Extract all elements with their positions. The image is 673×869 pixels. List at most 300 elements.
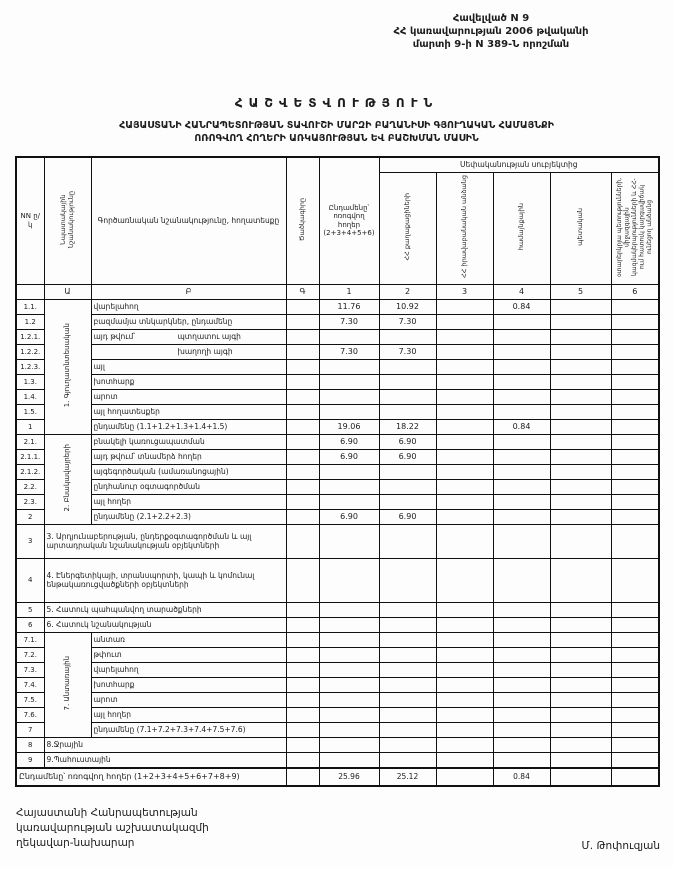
value-legal-cell xyxy=(436,662,493,677)
value-legal-cell xyxy=(436,494,493,509)
table-row xyxy=(16,722,659,737)
value-legal-cell xyxy=(436,737,493,752)
value-state-cell xyxy=(550,768,611,786)
row-number-cell: 2.3. xyxy=(16,494,44,509)
row-number-cell: 7.4. xyxy=(16,677,44,692)
table-row xyxy=(16,707,659,722)
code-cell xyxy=(286,479,319,494)
value-total-cell xyxy=(319,329,379,344)
value-total-cell: 11.76 xyxy=(319,299,379,314)
row-number-cell: 8 xyxy=(16,737,44,752)
value-foreign-cell xyxy=(611,632,659,647)
value-foreign-cell xyxy=(611,374,659,389)
table-row xyxy=(16,389,659,404)
column-letter-cell: 6 xyxy=(611,284,659,299)
value-community-cell xyxy=(493,677,550,692)
code-cell xyxy=(286,617,319,632)
value-citizens-cell xyxy=(379,329,436,344)
value-legal-cell xyxy=(436,617,493,632)
value-foreign-cell xyxy=(611,449,659,464)
value-citizens-cell xyxy=(379,524,436,558)
header-group-row xyxy=(16,157,659,172)
value-total-cell xyxy=(319,737,379,752)
table-row xyxy=(16,558,659,602)
column-letter-cell xyxy=(16,284,44,299)
value-legal-cell xyxy=(436,359,493,374)
value-legal-cell xyxy=(436,692,493,707)
col-header-own-community: համայնքային xyxy=(493,172,550,284)
footer-line2: կառավարության աշխատակազմի xyxy=(16,822,209,835)
value-state-cell xyxy=(550,329,611,344)
value-citizens-cell xyxy=(379,404,436,419)
value-state-cell xyxy=(550,617,611,632)
value-citizens-cell: 7.30 xyxy=(379,344,436,359)
value-state-cell xyxy=(550,524,611,558)
value-state-cell xyxy=(550,602,611,617)
table-row xyxy=(16,419,659,434)
row-number-cell: 4 xyxy=(16,558,44,602)
value-total-cell xyxy=(319,677,379,692)
row-number-cell: 2.2. xyxy=(16,479,44,494)
value-citizens-cell xyxy=(379,602,436,617)
table-row xyxy=(16,479,659,494)
land-type-label-cell: արոտ xyxy=(91,692,286,707)
value-foreign-cell xyxy=(611,344,659,359)
land-type-label-cell: 8.Ջրային xyxy=(44,737,286,752)
value-legal-cell xyxy=(436,509,493,524)
value-state-cell xyxy=(550,419,611,434)
value-community-cell xyxy=(493,359,550,374)
value-total-cell xyxy=(319,494,379,509)
code-cell xyxy=(286,707,319,722)
table-row xyxy=(16,509,659,524)
value-total-cell xyxy=(319,752,379,768)
code-cell xyxy=(286,494,319,509)
row-number-cell: 7 xyxy=(16,722,44,737)
value-citizens-cell xyxy=(379,677,436,692)
footer-signatory-title xyxy=(16,806,316,852)
value-citizens-cell: 6.90 xyxy=(379,434,436,449)
value-legal-cell xyxy=(436,299,493,314)
value-community-cell xyxy=(493,752,550,768)
col-header-functional: Գործառնական նշանակությունը, հողատեսքը xyxy=(91,157,286,284)
land-type-label-cell: վարելահող xyxy=(91,299,286,314)
value-community-cell xyxy=(493,434,550,449)
value-total-cell xyxy=(319,558,379,602)
value-foreign-cell xyxy=(611,677,659,692)
land-type-label-cell: անտառ xyxy=(91,632,286,647)
value-community-cell xyxy=(493,509,550,524)
table-row xyxy=(16,524,659,558)
code-cell xyxy=(286,752,319,768)
land-type-label-cell: այլ հողատեսքեր xyxy=(91,404,286,419)
table-row xyxy=(16,404,659,419)
value-total-cell xyxy=(319,464,379,479)
value-legal-cell xyxy=(436,374,493,389)
value-community-cell: 0.84 xyxy=(493,419,550,434)
row-number-cell: 2.1.1. xyxy=(16,449,44,464)
value-total-cell: 6.90 xyxy=(319,449,379,464)
value-total-cell xyxy=(319,647,379,662)
code-cell xyxy=(286,768,319,786)
value-foreign-cell xyxy=(611,479,659,494)
value-community-cell xyxy=(493,647,550,662)
value-community-cell xyxy=(493,602,550,617)
row-number-cell: 1.2.3. xyxy=(16,359,44,374)
value-community-cell: 0.84 xyxy=(493,768,550,786)
land-type-label-cell: 4. Էներգետիկայի, տրանսպորտի, կապի և կոմունալ ենթակառուցվածքների օբյեկտների xyxy=(44,558,286,602)
code-cell xyxy=(286,632,319,647)
table-row xyxy=(16,662,659,677)
col-header-own-citizens: ՀՀ քաղաքացիների xyxy=(379,172,436,284)
value-legal-cell xyxy=(436,404,493,419)
table-row xyxy=(16,449,659,464)
label-suffix: պտղատու այգի xyxy=(177,332,241,341)
row-number-cell: 7.3. xyxy=(16,662,44,677)
column-letter-cell: 1 xyxy=(319,284,379,299)
value-legal-cell xyxy=(436,707,493,722)
section-label-cell xyxy=(44,434,91,524)
value-foreign-cell xyxy=(611,404,659,419)
irrigated-lands-table xyxy=(15,156,660,787)
land-type-label-cell: այդ թվում՝ տնամերձ հողեր xyxy=(91,449,286,464)
value-citizens-cell xyxy=(379,359,436,374)
code-cell xyxy=(286,299,319,314)
value-total-cell xyxy=(319,374,379,389)
row-number-cell: 5 xyxy=(16,602,44,617)
value-community-cell xyxy=(493,314,550,329)
column-letter-cell: 5 xyxy=(550,284,611,299)
value-citizens-cell xyxy=(379,479,436,494)
row-number-cell: 7.6. xyxy=(16,707,44,722)
value-state-cell xyxy=(550,662,611,677)
land-type-label-cell: խոտհարք xyxy=(91,374,286,389)
value-total-cell xyxy=(319,662,379,677)
land-type-label-cell: ընդամենը (7.1+7.2+7.3+7.4+7.5+7.6) xyxy=(91,722,286,737)
value-total-cell xyxy=(319,722,379,737)
table-row xyxy=(16,692,659,707)
value-total-cell: 6.90 xyxy=(319,509,379,524)
page-title: ՀԱՇՎԵՏՎՈՒԹՅՈՒՆ xyxy=(234,96,439,110)
value-state-cell xyxy=(550,677,611,692)
land-type-label-cell xyxy=(91,329,286,344)
value-state-cell xyxy=(550,558,611,602)
value-foreign-cell xyxy=(611,617,659,632)
table-row xyxy=(16,374,659,389)
value-community-cell xyxy=(493,389,550,404)
value-citizens-cell xyxy=(379,632,436,647)
value-total-cell xyxy=(319,359,379,374)
value-foreign-cell xyxy=(611,494,659,509)
row-number-cell: 1.3. xyxy=(16,374,44,389)
value-citizens-cell: 6.90 xyxy=(379,509,436,524)
page-subtitle xyxy=(6,120,667,146)
value-community-cell xyxy=(493,494,550,509)
value-state-cell xyxy=(550,737,611,752)
value-citizens-cell xyxy=(379,389,436,404)
value-total-cell xyxy=(319,632,379,647)
table-row xyxy=(16,752,659,768)
table-row xyxy=(16,329,659,344)
value-state-cell xyxy=(550,494,611,509)
land-type-label-cell: 9.Պահուստային xyxy=(44,752,286,768)
code-cell xyxy=(286,434,319,449)
value-state-cell xyxy=(550,374,611,389)
value-foreign-cell xyxy=(611,359,659,374)
code-cell xyxy=(286,602,319,617)
value-foreign-cell xyxy=(611,692,659,707)
value-community-cell xyxy=(493,707,550,722)
column-letter-cell: Գ xyxy=(286,284,319,299)
code-cell xyxy=(286,677,319,692)
code-cell xyxy=(286,722,319,737)
value-citizens-cell xyxy=(379,558,436,602)
value-citizens-cell xyxy=(379,662,436,677)
value-legal-cell xyxy=(436,314,493,329)
value-state-cell xyxy=(550,404,611,419)
table-header xyxy=(16,157,659,299)
row-number-cell: 1.5. xyxy=(16,404,44,419)
table-row xyxy=(16,768,659,786)
table-row xyxy=(16,647,659,662)
value-community-cell xyxy=(493,329,550,344)
letters-row xyxy=(16,284,659,299)
value-citizens-cell xyxy=(379,617,436,632)
value-state-cell xyxy=(550,722,611,737)
value-legal-cell xyxy=(436,768,493,786)
row-number-cell: 1.2.2. xyxy=(16,344,44,359)
value-community-cell xyxy=(493,479,550,494)
value-state-cell xyxy=(550,344,611,359)
value-state-cell xyxy=(550,647,611,662)
table-row xyxy=(16,464,659,479)
row-number-cell: 1.2.1. xyxy=(16,329,44,344)
value-legal-cell xyxy=(436,558,493,602)
row-number-cell: 1.2 xyxy=(16,314,44,329)
land-type-label-cell: բնակելի կառուցապատման xyxy=(91,434,286,449)
value-foreign-cell xyxy=(611,314,659,329)
value-state-cell xyxy=(550,632,611,647)
subtitle-line1: ՀԱՅԱՍՏԱՆԻ ՀԱՆՐԱՊԵՏՈՒԹՅԱՆ ՏԱՎՈՒՇԻ ՄԱՐԶԻ ԲԱՂԱՆԻՍԻ ԳՅՈՒՂԱԿԱՆ ՀԱՄԱՅՆՔԻ xyxy=(119,120,554,131)
value-total-cell: 6.90 xyxy=(319,434,379,449)
code-cell xyxy=(286,647,319,662)
row-number-cell: 7.2. xyxy=(16,647,44,662)
col-header-ownership-group: Սեփականության սուբյեկտից xyxy=(379,157,659,172)
col-header-total: Ընդամենը՝ ոռոգվող հողեր (2+3+4+5+6) xyxy=(319,157,379,284)
value-foreign-cell xyxy=(611,722,659,737)
value-foreign-cell xyxy=(611,662,659,677)
value-total-cell xyxy=(319,389,379,404)
value-total-cell xyxy=(319,404,379,419)
value-foreign-cell xyxy=(611,707,659,722)
land-type-label-cell: այլ xyxy=(91,359,286,374)
value-state-cell xyxy=(550,752,611,768)
row-number-cell: 2 xyxy=(16,509,44,524)
value-citizens-cell xyxy=(379,374,436,389)
footer-line1: Հայաստանի Հանրապետության xyxy=(16,807,198,819)
value-citizens-cell xyxy=(379,692,436,707)
label-prefix: այդ թվում՝ xyxy=(93,332,136,341)
section-label: 7. Անտառային xyxy=(63,656,72,711)
code-cell xyxy=(286,329,319,344)
value-total-cell: 7.30 xyxy=(319,314,379,329)
land-type-label-cell: այլ հողեր xyxy=(91,707,286,722)
value-foreign-cell xyxy=(611,329,659,344)
value-foreign-cell xyxy=(611,389,659,404)
value-citizens-cell: 25.12 xyxy=(379,768,436,786)
value-state-cell xyxy=(550,509,611,524)
column-letter-cell: Ա xyxy=(44,284,91,299)
label-suffix: խաղողի այգի xyxy=(177,347,233,356)
table-row xyxy=(16,494,659,509)
land-type-label-cell: 6. Հատուկ նշանակության xyxy=(44,617,286,632)
col-header-own-foreign: օտարերկրյա պետությունների, միջազգային կազմակերպությունների և ՀՀ-ում հատուկ կարգավիճակ ունեցող անձանց xyxy=(611,172,659,284)
land-type-label-cell: 3. Արդյունաբերության, ընդերքօգտագործման և այլ արտադրական նշանակության օբյեկտների xyxy=(44,524,286,558)
grand-total-label-cell: Ընդամենը՝ ոռոգվող հողեր (1+2+3+4+5+6+7+8+9) xyxy=(16,768,286,786)
value-community-cell xyxy=(493,722,550,737)
value-foreign-cell xyxy=(611,558,659,602)
code-cell xyxy=(286,344,319,359)
value-citizens-cell xyxy=(379,647,436,662)
value-legal-cell xyxy=(436,647,493,662)
col-header-purpose: Նպատակային նշանակությունը xyxy=(44,157,91,284)
value-foreign-cell xyxy=(611,752,659,768)
column-letter-cell: 4 xyxy=(493,284,550,299)
value-legal-cell xyxy=(436,419,493,434)
value-legal-cell xyxy=(436,632,493,647)
value-citizens-cell xyxy=(379,464,436,479)
government-decree-line1: ՀՀ կառավարության 2006 թվականի xyxy=(393,26,589,37)
value-state-cell xyxy=(550,314,611,329)
value-total-cell xyxy=(319,479,379,494)
row-number-cell: 2.1. xyxy=(16,434,44,449)
value-total-cell: 25.96 xyxy=(319,768,379,786)
land-type-label-cell xyxy=(91,344,286,359)
code-cell xyxy=(286,404,319,419)
value-total-cell xyxy=(319,602,379,617)
footer-line3: ղեկավար-նախարար xyxy=(16,837,135,850)
value-legal-cell xyxy=(436,602,493,617)
table-row xyxy=(16,632,659,647)
value-citizens-cell: 10.92 xyxy=(379,299,436,314)
value-citizens-cell xyxy=(379,752,436,768)
code-cell xyxy=(286,509,319,524)
value-legal-cell xyxy=(436,449,493,464)
value-state-cell xyxy=(550,449,611,464)
row-number-cell: 6 xyxy=(16,617,44,632)
code-cell xyxy=(286,449,319,464)
value-community-cell xyxy=(493,464,550,479)
value-legal-cell xyxy=(436,752,493,768)
table-row xyxy=(16,677,659,692)
value-state-cell xyxy=(550,299,611,314)
table-row xyxy=(16,617,659,632)
land-type-label-cell: խոտհարք xyxy=(91,677,286,692)
value-community-cell xyxy=(493,632,550,647)
table-row xyxy=(16,434,659,449)
value-citizens-cell xyxy=(379,494,436,509)
table-row xyxy=(16,359,659,374)
col-header-nn: NN ը/կ xyxy=(16,157,44,284)
code-cell xyxy=(286,662,319,677)
value-community-cell xyxy=(493,524,550,558)
code-cell xyxy=(286,524,319,558)
value-foreign-cell xyxy=(611,647,659,662)
value-total-cell xyxy=(319,692,379,707)
code-cell xyxy=(286,464,319,479)
value-total-cell xyxy=(319,707,379,722)
section-label: 1. Գյուղատնտեսական xyxy=(63,323,72,408)
land-type-label-cell: արոտ xyxy=(91,389,286,404)
value-community-cell xyxy=(493,737,550,752)
land-type-label-cell: այգեգործական (ամառանոցային) xyxy=(91,464,286,479)
appendix-header xyxy=(318,12,664,51)
table-row xyxy=(16,344,659,359)
subtitle-line2: ՈՌՈԳՎՈՂ ՀՈՂԵՐԻ ԱՌԿԱՅՈՒԹՅԱՆ ԵՎ ԲԱՇԽՄԱՆ ՄԱՍԻՆ xyxy=(194,132,479,144)
code-cell xyxy=(286,359,319,374)
value-state-cell xyxy=(550,389,611,404)
value-legal-cell xyxy=(436,344,493,359)
row-number-cell: 1.4. xyxy=(16,389,44,404)
report-table-body xyxy=(16,299,659,786)
section-label-cell xyxy=(44,632,91,737)
code-cell xyxy=(286,314,319,329)
value-community-cell xyxy=(493,617,550,632)
column-letter-cell: 2 xyxy=(379,284,436,299)
value-citizens-cell xyxy=(379,737,436,752)
land-type-label-cell: թփուտ xyxy=(91,647,286,662)
land-type-label-cell: ընդամենը (2.1+2.2+2.3) xyxy=(91,509,286,524)
row-number-cell: 1.1. xyxy=(16,299,44,314)
value-state-cell xyxy=(550,359,611,374)
col-header-own-state: պետական xyxy=(550,172,611,284)
col-header-code: Ծածկագիրը xyxy=(286,157,319,284)
code-cell xyxy=(286,558,319,602)
value-state-cell xyxy=(550,434,611,449)
table-row xyxy=(16,299,659,314)
table-row xyxy=(16,314,659,329)
value-community-cell xyxy=(493,558,550,602)
value-state-cell xyxy=(550,692,611,707)
value-state-cell xyxy=(550,479,611,494)
value-total-cell xyxy=(319,524,379,558)
value-foreign-cell xyxy=(611,434,659,449)
value-legal-cell xyxy=(436,434,493,449)
value-foreign-cell xyxy=(611,419,659,434)
value-citizens-cell xyxy=(379,707,436,722)
row-number-cell: 7.1. xyxy=(16,632,44,647)
value-legal-cell xyxy=(436,479,493,494)
code-cell xyxy=(286,389,319,404)
value-foreign-cell xyxy=(611,602,659,617)
value-legal-cell xyxy=(436,464,493,479)
row-number-cell: 7.5. xyxy=(16,692,44,707)
value-community-cell xyxy=(493,344,550,359)
value-legal-cell xyxy=(436,524,493,558)
government-decree-line2: մարտի 9-ի N 389-Ն որոշման xyxy=(412,39,570,50)
value-foreign-cell xyxy=(611,509,659,524)
code-cell xyxy=(286,374,319,389)
value-foreign-cell xyxy=(611,524,659,558)
value-foreign-cell xyxy=(611,299,659,314)
value-citizens-cell: 18.22 xyxy=(379,419,436,434)
value-foreign-cell xyxy=(611,768,659,786)
value-total-cell xyxy=(319,617,379,632)
table-row xyxy=(16,737,659,752)
code-cell xyxy=(286,692,319,707)
value-legal-cell xyxy=(436,329,493,344)
value-community-cell xyxy=(493,662,550,677)
